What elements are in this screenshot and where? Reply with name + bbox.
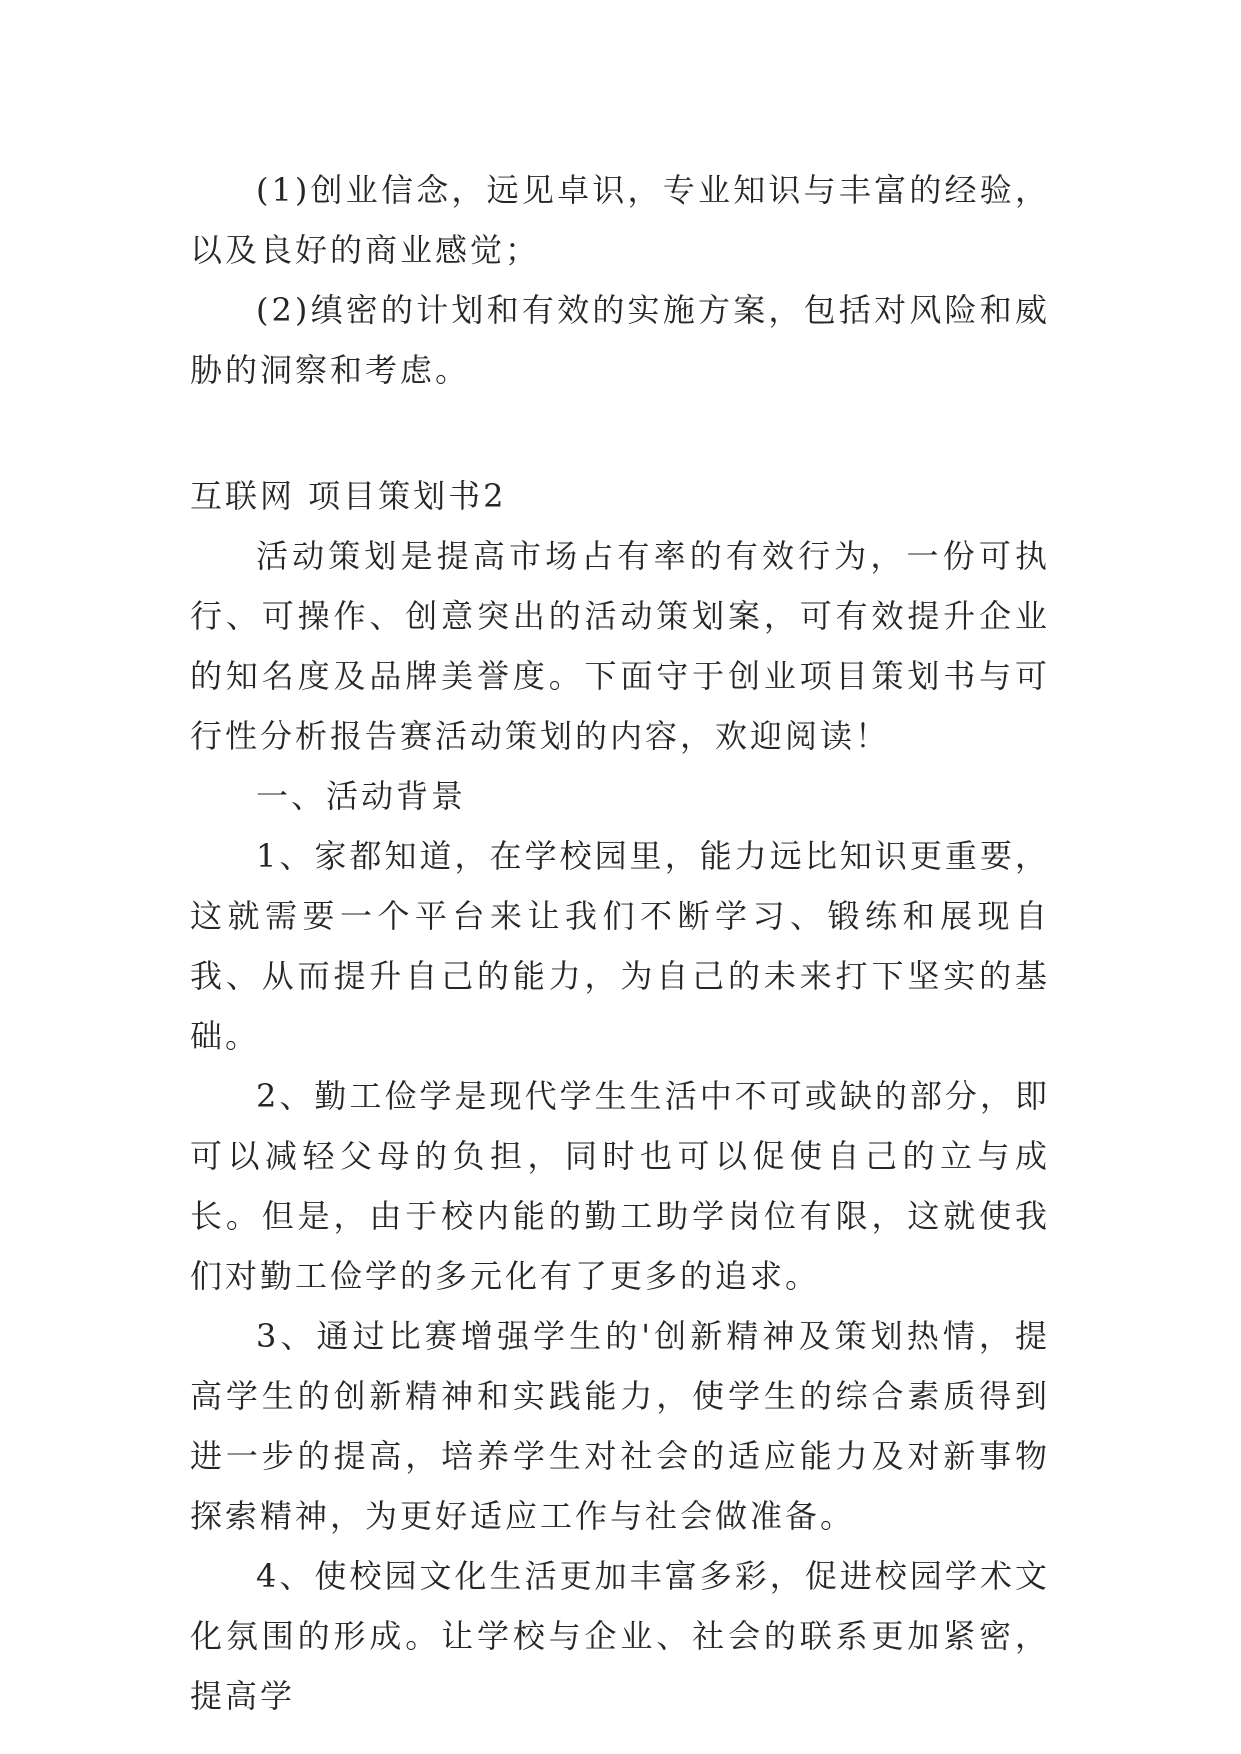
body-paragraph-3: 3、通过比赛增强学生的'创新精神及策划热情，提高学生的创新精神和实践能力，使学生的综合素质得到进一步的提高，培养学生对社会的适应能力及对新事物探索精神，为更好适应工作与社会做准备。 xyxy=(190,1317,1050,1535)
document-body xyxy=(190,160,1050,1726)
intro-paragraph-1: (1)创业信念，远见卓识，专业知识与丰富的经验，以及良好的商业感觉； xyxy=(190,171,1050,269)
body-paragraph-2: 2、勤工俭学是现代学生生活中不可或缺的部分，即可以减轻父母的负担，同时也可以促使自己的立与成长。但是，由于校内能的勤工助学岗位有限，这就使我们对勤工俭学的多元化有了更多的追求。 xyxy=(190,1077,1050,1295)
body-paragraph-1: 1、家都知道，在学校园里，能力远比知识更重要，这就需要一个平台来让我们不断学习、锻练和展现自我、从而提升自己的能力，为自己的未来打下坚实的基础。 xyxy=(190,837,1050,1055)
intro-paragraph-2: (2)缜密的计划和有效的实施方案，包括对风险和威胁的洞察和考虑。 xyxy=(190,291,1050,389)
body-paragraph-4: 4、使校园文化生活更加丰富多彩，促进校园学术文化氛围的形成。让学校与企业、社会的联系更加紧密，提高学 xyxy=(190,1557,1050,1715)
body-heading-background: 一、活动背景 xyxy=(256,777,467,815)
body-paragraph-intro: 活动策划是提高市场占有率的有效行为，一份可执行、可操作、创意突出的活动策划案，可有效提升企业的知名度及品牌美誉度。下面守于创业项目策划书与可行性分析报告赛活动策划的内容，欢迎阅读！ xyxy=(190,537,1050,755)
section-title: 互联网 项目策划书2 xyxy=(190,477,507,515)
